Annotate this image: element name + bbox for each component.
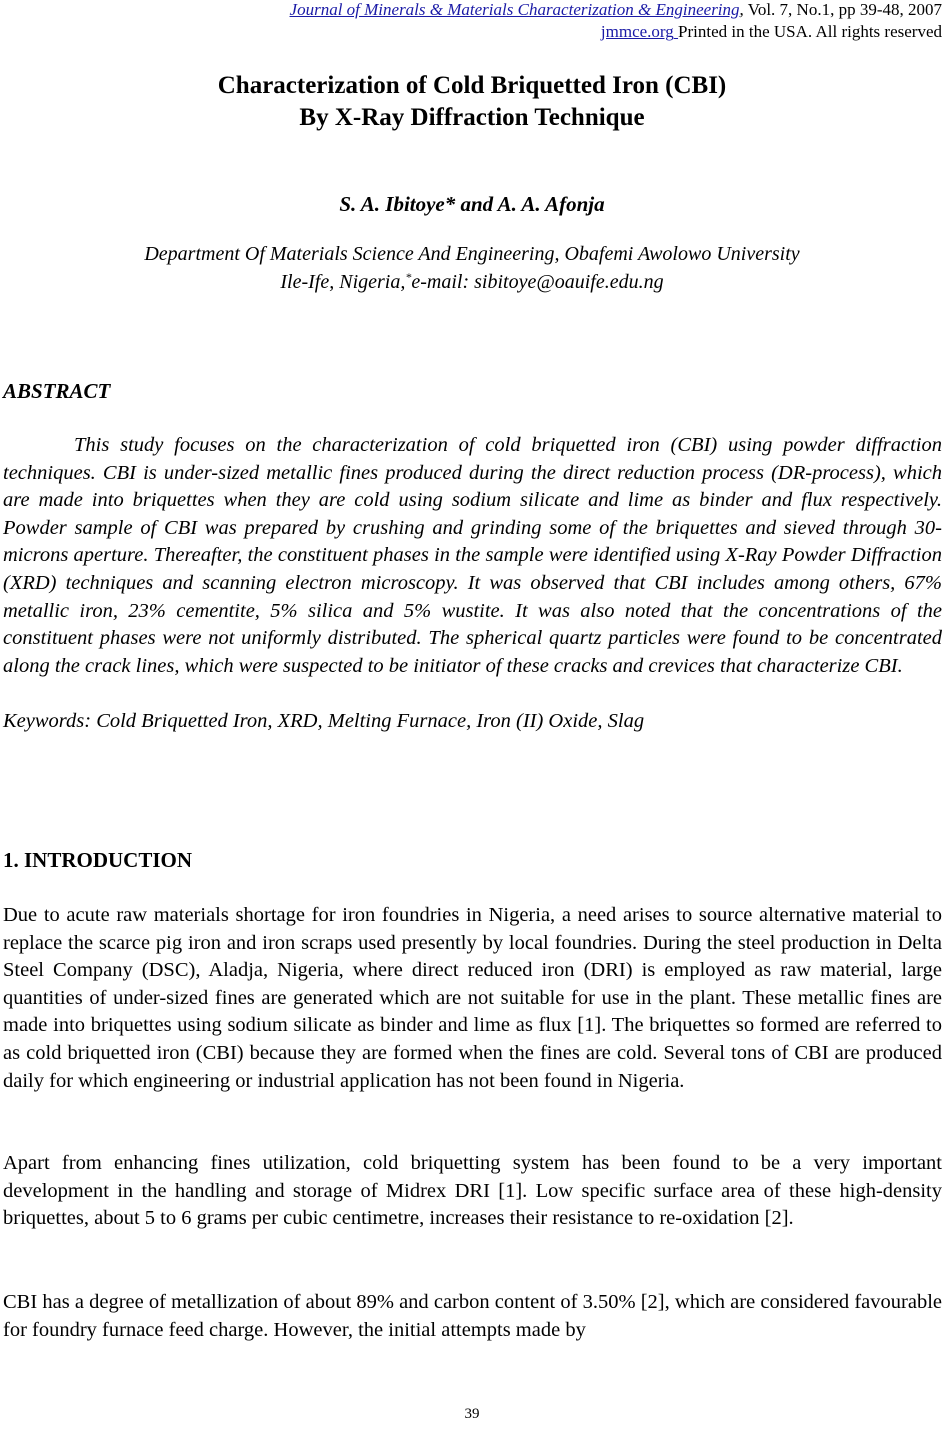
paper-title [0,70,944,134]
abstract-heading: ABSTRACT [3,379,111,403]
title-line-2: By X-Ray Diffraction Technique [299,104,645,131]
journal-header [290,0,942,43]
title-line-1: Characterization of Cold Briquetted Iron (CBI) [217,72,727,99]
affiliation-location: Ile-Ife, Nigeria, [280,271,406,293]
introduction-paragraph-1: Due to acute raw materials shortage for iron foundries in Nigeria, a need arises to source alternative material to replace the scarce pig iron and iron scraps used presently by local foundries. During the steel production in Delta Steel Company (DSC), Aladja, Nigeria, where direct reduced iron (DRI) is employed as raw material, large quantities of under-sized fines are generated which are not suitable for use in the plant. These metallic fines are made into briquettes using sodium silicate as binder and lime as flux [1]. The briquettes so formed are referred to as cold briquetted iron (CBI) because they are formed when the fines are cold. Several tons of CBI are produced daily for which engineering or industrial application has not been found in Nigeria. [3,904,942,1092]
volume-info: , Vol. 7, No.1, pp 39-48, 2007 [739,0,942,19]
page-number: 39 [464,1406,480,1422]
author-affiliation [0,240,944,296]
author-list: S. A. Ibitoye* and A. A. Afonja [339,192,605,216]
journal-name-link[interactable]: Journal of Minerals & Materials Characterization & Engineering [289,0,740,19]
abstract-text: This study focuses on the characterization of cold briquetted iron (CBI) using powder diffraction techniques. CBI is under-sized metallic fines produced during the direct reduction process (DR-process), which are made into briquettes when they are cold using sodium silicate and lime as binder and flux respectively. Powder sample of CBI was prepared by crushing and grinding some of the briquettes and sieved through 30-microns aperture. Thereafter, the constituent phases in the sample were identified using X-Ray Powder Diffraction (XRD) techniques and scanning electron microscopy. It was observed that CBI includes among others, 67% metallic iron, 23% cementite, 5% silica and 5% wustite. It was also noted that the concentrations of the constituent phases were not uniformly distributed. The spherical quartz particles were found to be concentrated along the crack lines, which were suspected to be initiator of these cracks and crevices that characterize CBI. [3,434,942,677]
rights-text: Printed in the USA. All rights reserved [678,22,942,41]
corresponding-author-mark: * [405,270,412,284]
affiliation-line-1: Department Of Materials Science And Engineering, Obafemi Awolowo University [144,243,800,265]
affiliation-line-2 [0,268,944,296]
introduction-heading: 1. INTRODUCTION [3,848,193,872]
journal-citation-line [290,0,942,21]
website-line [290,21,942,43]
introduction-paragraph-2: Apart from enhancing fines utilization, cold briquetting system has been found to be a very important development in the handling and storage of Midrex DRI [1]. Low specific surface area of these high-density briquettes, about 5 to 6 grams per cubic centimetre, increases their resistance to re-oxidation [2]. [3,1152,942,1230]
website-link[interactable]: jmmce.org [600,22,674,41]
author-email: e-mail: sibitoye@oauife.edu.ng [411,271,664,293]
introduction-paragraph-3: CBI has a degree of metallization of about 89% and carbon content of 3.50% [2], which are considered favourable for foundry furnace feed charge. However, the initial attempts made by [3,1291,942,1341]
keywords: Keywords: Cold Briquetted Iron, XRD, Melting Furnace, Iron (II) Oxide, Slag [3,710,645,732]
